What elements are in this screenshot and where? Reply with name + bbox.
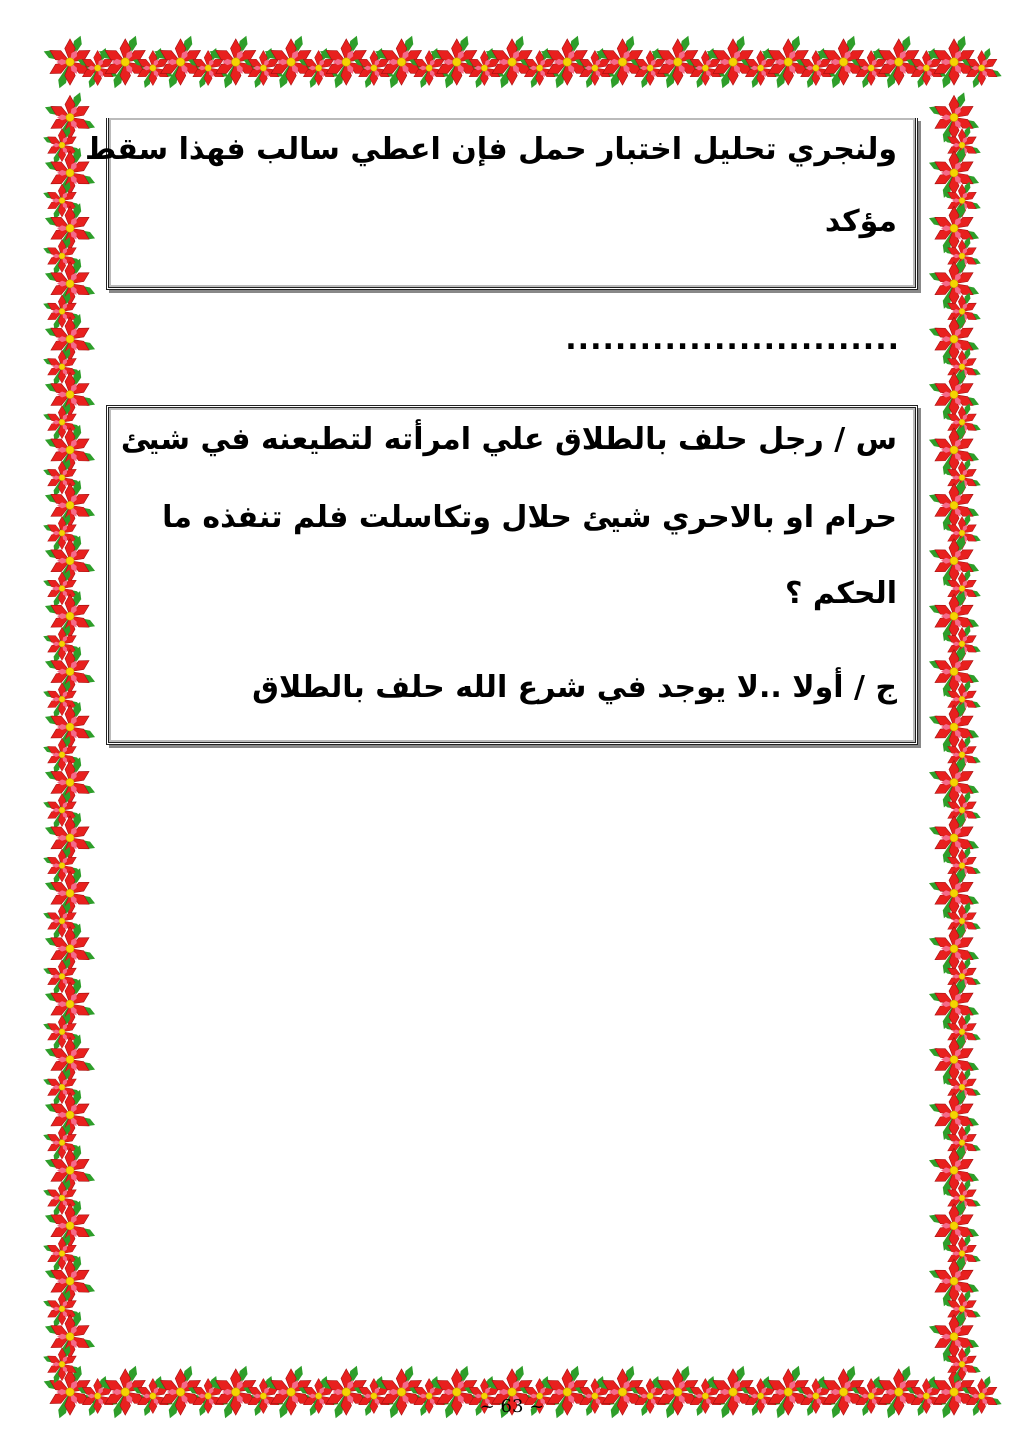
poinsettia-icon	[927, 867, 980, 920]
poinsettia-icon	[927, 1144, 980, 1197]
question-line-1: س / رجل حلف بالطلاق علي امرأته لتطيعنه في شيئ	[120, 422, 897, 457]
poinsettia-icon	[43, 811, 96, 864]
poinsettia-icon	[927, 1310, 980, 1363]
answer-box-top	[84, 118, 918, 290]
poinsettia-icon	[43, 700, 96, 753]
poinsettia-icon	[43, 590, 96, 643]
poinsettia-icon	[927, 590, 980, 643]
poinsettia-icon	[927, 313, 980, 366]
poinsettia-icon	[927, 1255, 980, 1308]
poinsettia-icon	[927, 479, 980, 532]
poinsettia-icon	[927, 811, 980, 864]
poinsettia-icon	[927, 146, 980, 199]
poinsettia-icon	[927, 978, 980, 1031]
question-line-3: الحكم ؟	[785, 576, 897, 611]
poinsettia-icon	[43, 368, 96, 421]
question-line-2: حرام او بالاحري شيئ حلال وتكاسلت فلم تنفذه ما	[162, 500, 897, 535]
poinsettia-icon	[927, 202, 980, 255]
question-box	[106, 405, 918, 745]
top-box-line-2: مؤكد	[824, 204, 897, 239]
poinsettia-icon	[43, 1033, 96, 1086]
poinsettia-icon	[927, 534, 980, 587]
poinsettia-icon	[43, 257, 96, 310]
poinsettia-icon	[927, 1033, 980, 1086]
poinsettia-icon	[43, 1088, 96, 1141]
poinsettia-icon	[927, 645, 980, 698]
poinsettia-icon	[927, 922, 980, 975]
poinsettia-icon	[927, 756, 980, 809]
poinsettia-icon	[43, 1144, 96, 1197]
poinsettia-icon	[43, 645, 96, 698]
poinsettia-icon	[43, 313, 96, 366]
poinsettia-icon	[927, 1088, 980, 1141]
poinsettia-icon	[43, 867, 96, 920]
poinsettia-icon	[927, 91, 980, 144]
poinsettia-icon	[927, 423, 980, 476]
poinsettia-icon	[43, 479, 96, 532]
poinsettia-icon	[43, 202, 96, 255]
poinsettia-icon	[43, 1199, 96, 1252]
dotted-separator: ...........................	[565, 322, 900, 357]
page-number: ~ 63 ~	[479, 1396, 545, 1417]
poinsettia-icon	[927, 1199, 980, 1252]
poinsettia-icon	[927, 257, 980, 310]
poinsettia-icon	[43, 978, 96, 1031]
poinsettia-icon	[43, 423, 96, 476]
poinsettia-icon	[43, 922, 96, 975]
poinsettia-icon	[43, 1255, 96, 1308]
poinsettia-icon	[927, 700, 980, 753]
answer-line-1: ج / أولا ..لا يوجد في شرع الله حلف بالطلاق	[252, 670, 897, 705]
top-box-line-1: ولنجري تحليل اختبار حمل فإن اعطي سالب فهذا سقط	[84, 132, 897, 167]
poinsettia-icon	[43, 534, 96, 587]
poinsettia-icon	[927, 368, 980, 421]
poinsettia-icon	[43, 756, 96, 809]
poinsettia-icon	[43, 1310, 96, 1363]
